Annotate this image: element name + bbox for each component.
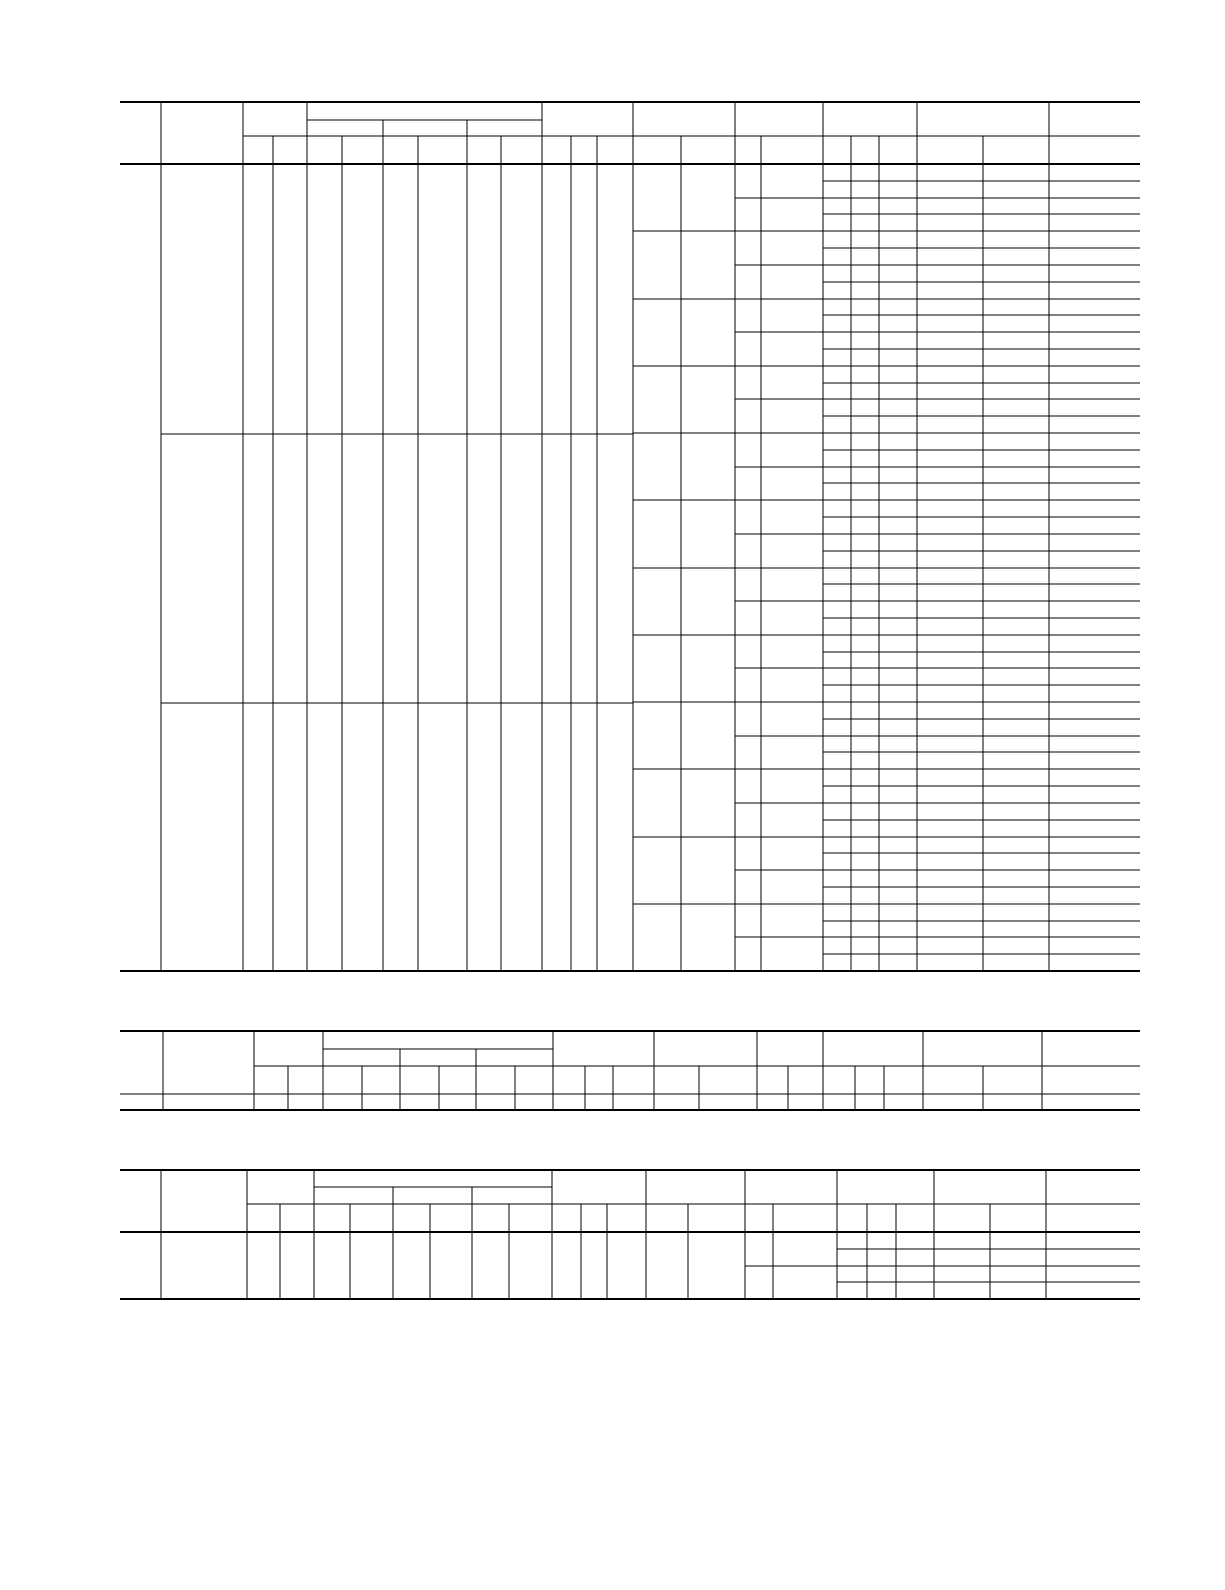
table-2 [120, 1031, 1140, 1110]
table-3 [120, 1170, 1140, 1299]
table-1 [120, 102, 1140, 971]
